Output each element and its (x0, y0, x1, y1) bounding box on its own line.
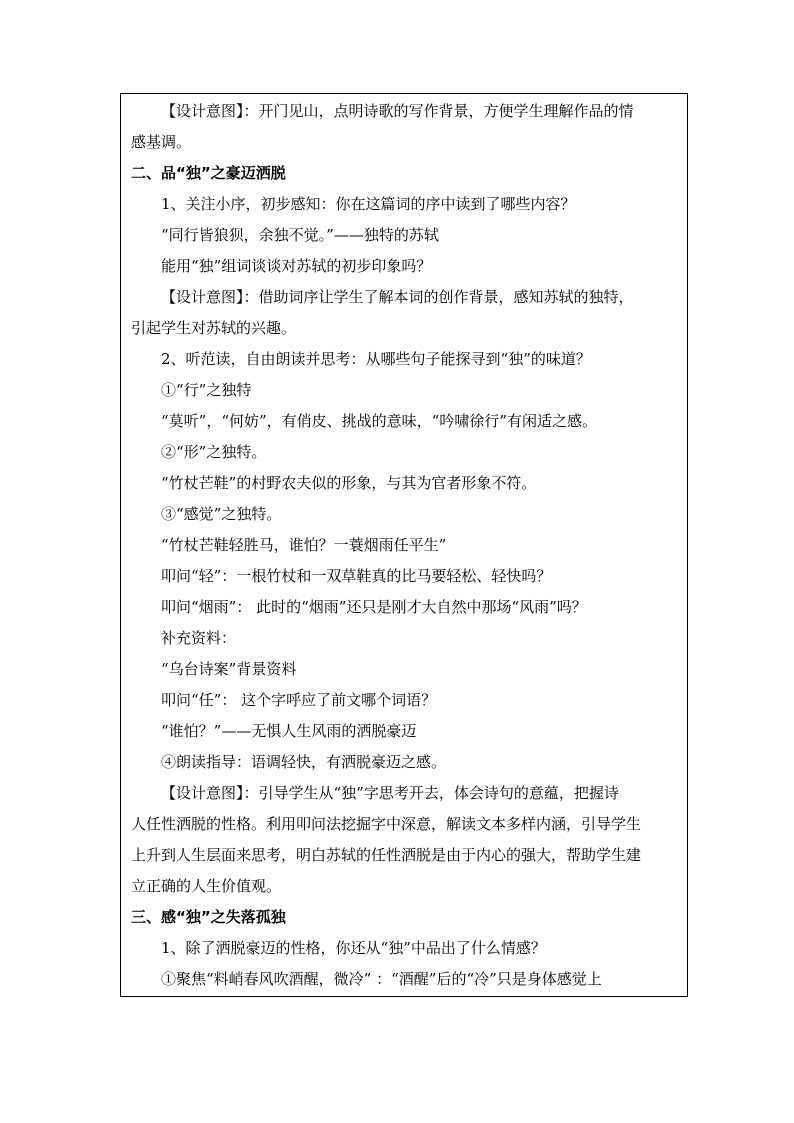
point-1: ①“行”之独特 (161, 381, 252, 399)
point-3-quote: “竹杖芒鞋轻胜马，谁怕？一蓑烟雨任平生” (161, 536, 447, 554)
design-intent-1-line-1: 【设计意图】：开门见山，点明诗歌的写作背景，方便学生理解作品的情 (161, 102, 634, 120)
lesson-table-cell (120, 93, 688, 997)
design-intent-3-line-4: 立正确的人生价值观。 (131, 877, 282, 895)
point-3: ③“感觉”之独特。 (161, 505, 282, 523)
supplement-item: “乌台诗案”背景资料 (161, 660, 297, 678)
design-intent-2-line-2: 引起学生对苏轼的兴趣。 (131, 319, 297, 337)
point-2: ②“形”之独特。 (161, 443, 267, 461)
who-fears-line: “谁怕？”——无惧人生风雨的洒脱豪迈 (161, 722, 417, 740)
supplement-label: 补充资料： (161, 629, 237, 647)
quote-line: “同行皆狼狈，余独不觉。”——独特的苏轼 (161, 226, 439, 244)
section-3-question-1: 1、除了洒脱豪迈的性格，你还从“独”中品出了什么情感？ (161, 939, 546, 957)
question-1: 1、关注小序，初步感知：你在这篇词的序中读到了哪些内容？ (161, 195, 576, 213)
section-heading-3: 三、感“独”之失落孤独 (131, 908, 286, 926)
design-intent-1-line-2: 感基调。 (131, 133, 192, 151)
design-intent-3-line-1: 【设计意图】：引导学生从“独”字思考开去，体会诗句的意蕴，把握诗 (161, 784, 619, 802)
section-3-focus-line: ①聚焦“料峭春风吹酒醒，微冷” ：“酒醒”后的“冷”只是身体感觉上 (161, 970, 602, 988)
point-2-detail: “竹杖芒鞋”的村野农夫似的形象，与其为官者形象不符。 (161, 474, 537, 492)
design-intent-3-line-2: 人任性洒脱的性格。利用叩问法挖掘字中深意，解读文本多样内涵，引导学生 (131, 815, 642, 833)
design-intent-2-line-1: 【设计意图】：借助词序让学生了解本词的创作背景，感知苏轼的独特， (161, 288, 634, 306)
ask-light: 叩问“轻”：一根竹杖和一双草鞋真的比马要轻松、轻快吗？ (161, 567, 552, 585)
ask-ren: 叩问“任”： 这个字呼应了前文哪个词语？ (161, 691, 437, 709)
point-1-detail: “莫听”，“何妨”，有俏皮、挑战的意味，“吟啸徐行”有闲适之感。 (161, 412, 598, 430)
question-line: 能用“独”组词谈谈对苏轼的初步印象吗？ (161, 257, 432, 275)
reading-guidance: ④朗读指导：语调轻快，有洒脱豪迈之感。 (161, 753, 447, 771)
question-2: 2、听范读，自由朗读并思考：从哪些句子能探寻到“独”的味道？ (161, 350, 591, 368)
ask-mist: 叩问“烟雨”： 此时的“烟雨”还只是刚才大自然中那场“风雨”吗？ (161, 598, 587, 616)
lesson-content (131, 96, 679, 995)
design-intent-3-line-3: 上升到人生层面来思考，明白苏轼的任性洒脱是由于内心的强大，帮助学生建 (131, 846, 642, 864)
section-heading-2: 二、品“独”之豪迈洒脱 (131, 164, 286, 182)
